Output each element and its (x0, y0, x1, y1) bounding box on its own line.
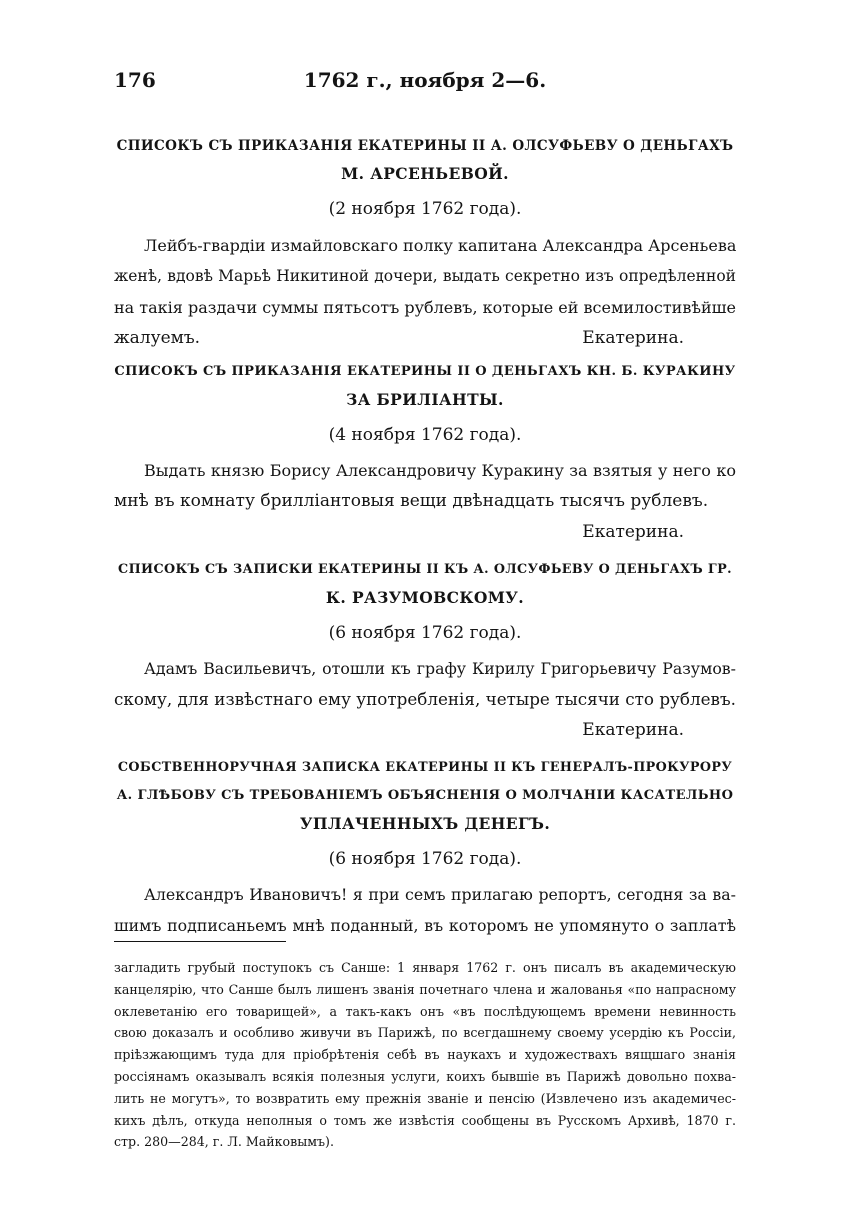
body-line: на такія раздачи суммы пятьсотъ рублевъ, которые ей всемилостивѣйше (114, 298, 736, 317)
document-4 (114, 754, 736, 941)
body-line: жалуемъ. (114, 328, 201, 348)
document-date: (2 ноября 1762 года). (328, 199, 522, 219)
document-heading-line: М. АРСЕНЬЕВОЙ. (341, 164, 509, 183)
running-title: 1762 г., ноября 2—6. (303, 68, 547, 92)
footnote-line: кихъ дѣлъ, откуда неполныя о томъ же извѣстія сообщены въ Русскомъ Архивѣ, 1870 г. (114, 1112, 736, 1128)
document-body (114, 230, 736, 354)
footnote-line: россіянамъ оказывалъ всякія полезныя услуги, коихъ бывшіе въ Парижѣ довольно похва- (114, 1068, 736, 1084)
footnote-line: загладить грубый поступокъ съ Санше: 1 января 1762 г. онъ писалъ въ академическую (114, 960, 736, 975)
document-heading-line: ЗА БРИЛІАНТЫ. (346, 390, 504, 409)
body-line: мнѣ въ комнату брилліантовыя вещи двѣнадцать тысячъ рублевъ. (114, 491, 709, 511)
document-heading-line: УПЛАЧЕННЫХЪ ДЕНЕГЪ. (299, 814, 551, 833)
body-line: Александръ Ивановичъ! я при семъ прилагаю репортъ, сегодня за ва- (144, 885, 736, 904)
body-line: Адамъ Васильевичъ, отошли къ графу Кирилу Григорьевичу Разумов- (144, 659, 736, 678)
signature: Екатерина. (582, 522, 684, 542)
footnote-line: оклеветанію его товарищей», а такъ-какъ онъ «въ послѣдующемъ времени невинность (114, 1003, 736, 1019)
document-date: (6 ноября 1762 года). (328, 849, 522, 869)
document-heading-line: СПИСОКЪ СЪ ЗАПИСКИ ЕКАТЕРИНЫ II КЪ А. ОЛСУФЬЕВУ О ДЕНЬГАХЪ ГР. (118, 562, 732, 577)
body-line: Лейбъ-гвардіи измайловскаго полку капитана Александра Арсеньева (144, 236, 737, 255)
footnote-line: пріѣзжающимъ туда для пріобрѣтенія себѣ въ наукахъ и художествахъ вящшаго знанія (114, 1047, 736, 1063)
body-line: скому, для извѣстнаго ему употребленія, четыре тысячи сто рублевъ. (114, 689, 736, 709)
document-heading-line: К. РАЗУМОВСКОМУ. (325, 588, 525, 607)
document-heading-line: СПИСОКЪ СЪ ПРИКАЗАНІЯ ЕКАТЕРИНЫ II О ДЕНЬГАХЪ КН. Б. КУРАКИНУ (114, 364, 736, 379)
footnote-block (114, 957, 736, 1153)
document-date: (4 ноября 1762 года). (328, 425, 522, 445)
body-line: женѣ, вдовѣ Марьѣ Никитиной дочери, выдать секретно изъ опредѣленной (114, 267, 736, 285)
document-date: (6 ноября 1762 года). (328, 623, 522, 643)
signature: Екатерина. (582, 720, 684, 740)
footnote-rule (114, 941, 286, 942)
document-heading-line: СПИСОКЪ СЪ ПРИКАЗАНІЯ ЕКАТЕРИНЫ II А. ОЛСУФЬЕВУ О ДЕНЬГАХЪ (116, 138, 734, 154)
signature: Екатерина. (582, 328, 684, 348)
body-line-with-signature (114, 323, 736, 354)
document-body (114, 879, 736, 941)
document-body (114, 653, 736, 715)
footnote-line: лить не могутъ», то возвратить ему прежнія званіе и пенсію (Извлечено изъ академичес- (114, 1090, 736, 1106)
body-line: Выдать князю Борису Александровичу Куракину за взятыя у него ко (144, 461, 736, 480)
footnote-line: канцелярію, что Санше былъ лишенъ званія почетнаго члена и жалованья «по напрасному (114, 981, 736, 997)
body-line: шимъ подписаньемъ мнѣ поданный, въ которомъ не упомянуто о заплатѣ (114, 916, 736, 935)
document-heading-line: А. ГЛѢБОВУ СЪ ТРЕБОВАНІЕМЪ ОБЪЯСНЕНІЯ О МОЛЧАНІИ КАСАТЕЛЬНО (116, 788, 734, 803)
document-2 (114, 358, 736, 548)
footnote-line: свою доказалъ и особливо живучи въ Парижѣ, по всегдашнему своему усердію къ Россіи, (114, 1025, 736, 1041)
page-number: 176 (114, 68, 156, 92)
document-body (114, 455, 736, 517)
running-head (114, 68, 736, 98)
document-1 (114, 132, 736, 354)
document-heading-line: СОБСТВЕННОРУЧНАЯ ЗАПИСКА ЕКАТЕРИНЫ II КЪ ГЕНЕРАЛЪ-ПРОКУРОРУ (117, 760, 733, 775)
footnote-line: стр. 280—284, г. Л. Майковымъ). (114, 1134, 334, 1150)
document-3 (114, 556, 736, 746)
